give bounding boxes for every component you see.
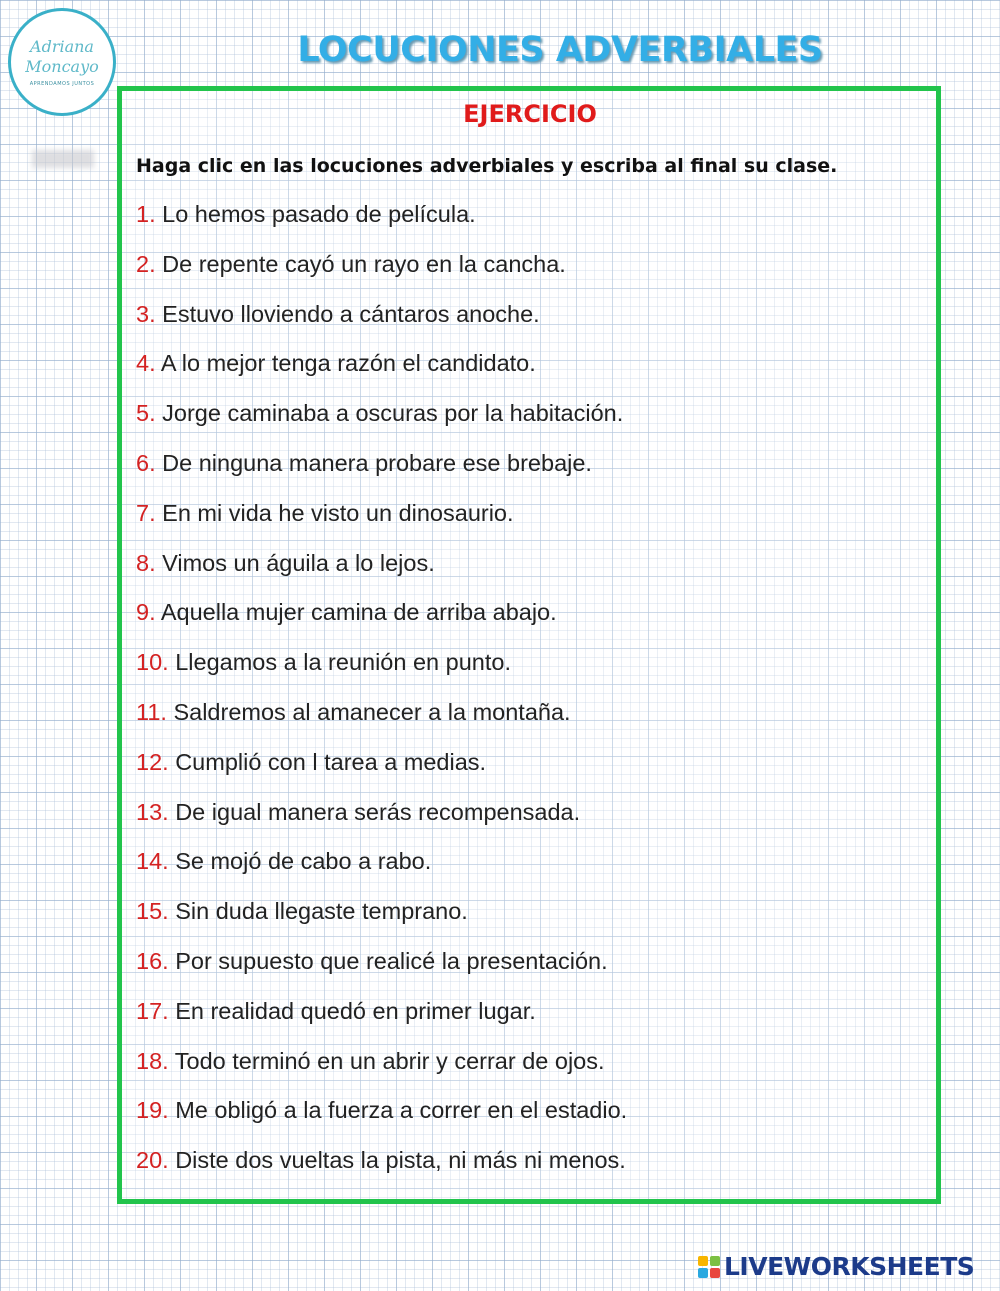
sentence-item[interactable]: [136, 344, 926, 394]
sentence-text[interactable]: De igual manera serás recompensada.: [175, 798, 581, 825]
sentence-text[interactable]: Llegamos a la reunión en punto.: [175, 649, 511, 676]
liveworksheets-brand[interactable]: [698, 1252, 974, 1281]
sentence-number: 1.: [136, 201, 156, 227]
sentence-item[interactable]: [136, 942, 926, 992]
sentence-text[interactable]: Sin duda llegaste temprano.: [175, 898, 468, 925]
sentence-text[interactable]: A lo mejor tenga razón el candidato.: [160, 350, 536, 377]
sentence-number: 20.: [136, 1147, 169, 1174]
sentence-item[interactable]: [136, 394, 926, 444]
sentence-item[interactable]: [136, 494, 926, 544]
decorative-smudge: [32, 150, 94, 168]
sentence-item[interactable]: [136, 842, 926, 892]
sentence-number: 18.: [136, 1047, 169, 1074]
sentence-text[interactable]: Jorge caminaba a oscuras por la habitación.: [162, 400, 624, 427]
brand-square-2: [710, 1256, 720, 1266]
sentence-number: 15.: [136, 898, 169, 925]
sentence-text[interactable]: Lo hemos pasado de película.: [162, 201, 476, 227]
sentence-item[interactable]: [136, 1042, 926, 1092]
sentence-item[interactable]: [136, 1141, 926, 1191]
sentence-number: 10.: [136, 649, 169, 676]
sentence-text[interactable]: Diste dos vueltas la pista, ni más ni menos.: [175, 1147, 626, 1174]
sentence-text[interactable]: Vimos un águila a lo lejos.: [162, 549, 435, 576]
sentence-text[interactable]: En mi vida he visto un dinosaurio.: [162, 499, 514, 526]
sentence-item[interactable]: [136, 1091, 926, 1141]
sentence-number: 13.: [136, 798, 169, 825]
sentence-text[interactable]: Todo terminó en un abrir y cerrar de ojos.: [174, 1047, 605, 1074]
logo-tagline: APRENDAMOS JUNTOS: [29, 81, 95, 87]
sentence-item[interactable]: [136, 643, 926, 693]
sentence-number: 4.: [136, 350, 156, 377]
sentence-number: 3.: [136, 300, 156, 327]
sentence-text[interactable]: En realidad quedó en primer lugar.: [175, 997, 536, 1024]
liveworksheets-logo-icon: [698, 1256, 720, 1278]
sentence-item[interactable]: [136, 544, 926, 594]
sentence-text[interactable]: Aquella mujer camina de arriba abajo.: [160, 599, 557, 626]
sentence-text[interactable]: Se mojó de cabo a rabo.: [175, 848, 432, 875]
brand-square-1: [698, 1256, 708, 1266]
sentence-number: 17.: [136, 997, 169, 1024]
sentence-number: 8.: [136, 549, 156, 576]
sentence-item[interactable]: [136, 444, 926, 494]
sentence-number: 11.: [136, 698, 167, 725]
sentence-number: 2.: [136, 250, 156, 277]
brand-square-4: [710, 1268, 720, 1278]
sentence-number: 5.: [136, 400, 156, 427]
sentence-item[interactable]: [136, 743, 926, 793]
sentence-number: 19.: [136, 1097, 169, 1124]
sentence-text[interactable]: Me obligó a la fuerza a correr en el estadio.: [175, 1097, 628, 1124]
sentence-number: 16.: [136, 947, 169, 974]
page-title: LOCUCIONES ADVERBIALES: [297, 30, 823, 70]
logo-name-line2: Moncayo: [25, 57, 99, 76]
sentence-list: [136, 195, 926, 1191]
sentence-number: 9.: [136, 599, 156, 626]
author-logo: [8, 8, 116, 116]
liveworksheets-wordmark: LIVEWORKSHEETS: [724, 1252, 975, 1281]
sentence-text[interactable]: Por supuesto que realicé la presentación.: [175, 947, 608, 974]
sentence-item[interactable]: [136, 195, 926, 245]
sentence-item[interactable]: [136, 992, 926, 1042]
instruction-text: Haga clic en las locuciones adverbiales y escriba al final su clase.: [136, 155, 838, 177]
sentence-number: 6.: [136, 449, 156, 476]
sentence-item[interactable]: [136, 245, 926, 295]
sentence-text[interactable]: Estuvo lloviendo a cántaros anoche.: [162, 300, 540, 327]
sentence-text[interactable]: Saldremos al amanecer a la montaña.: [173, 698, 571, 725]
sentence-item[interactable]: [136, 693, 926, 743]
sentence-number: 7.: [136, 499, 156, 526]
sentence-item[interactable]: [136, 892, 926, 942]
logo-name-line1: Adriana: [30, 37, 94, 56]
sentence-item[interactable]: [136, 793, 926, 843]
exercise-heading: EJERCICIO: [463, 100, 597, 128]
brand-square-3: [698, 1268, 708, 1278]
sentence-number: 14.: [136, 848, 169, 875]
sentence-item[interactable]: [136, 593, 926, 643]
sentence-text[interactable]: Cumplió con l tarea a medias.: [175, 748, 487, 775]
sentence-number: 12.: [136, 748, 169, 775]
sentence-item[interactable]: [136, 295, 926, 345]
sentence-text[interactable]: De repente cayó un rayo en la cancha.: [162, 250, 566, 277]
sentence-text[interactable]: De ninguna manera probare ese brebaje.: [162, 449, 592, 476]
